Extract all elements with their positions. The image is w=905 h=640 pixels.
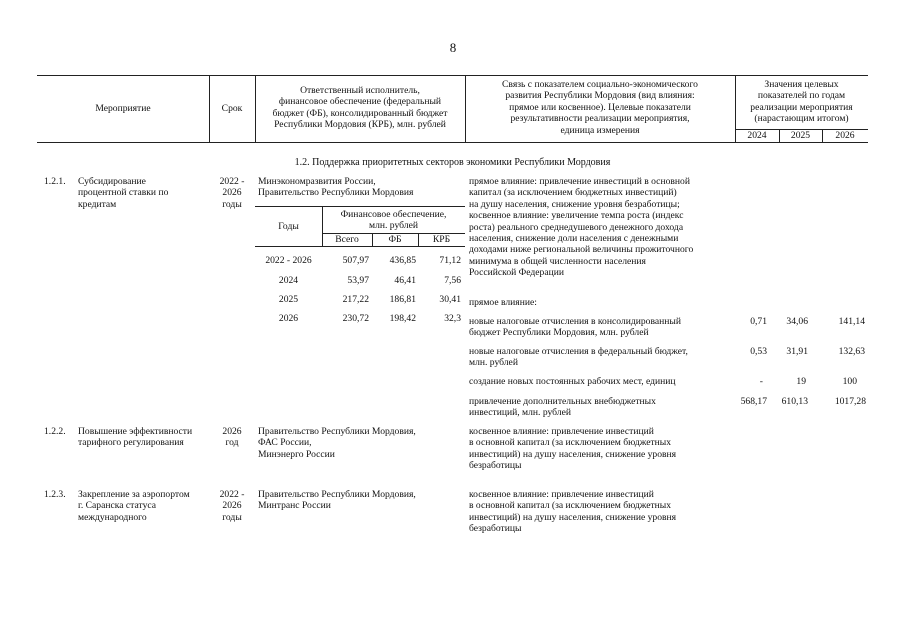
item-link-line: безработицы	[469, 460, 522, 472]
item-link-line: прямое влияние: привлечение инвестиций в основной	[469, 176, 690, 187]
item-number: 1.2.3.	[44, 489, 66, 500]
finance-krb-header: КРБ	[432, 234, 451, 245]
item-responsible-line: Минэкономразвития России,	[258, 176, 376, 187]
header-link-line: развития Республики Мордовия (вид влияния:	[505, 90, 695, 102]
item-responsible	[258, 489, 463, 512]
item-link-line: доходами ниже региональной величины прожиточного	[469, 244, 694, 256]
item-name-line: тарифного регулирования	[78, 437, 184, 449]
item-link-line: минимума в общей численности населения	[469, 255, 646, 267]
indicator-label	[469, 396, 734, 419]
item-link-line: безработицы	[469, 523, 522, 535]
item-responsible-line: Правительство Республики Мордовия,	[258, 426, 416, 437]
item-link-line: косвенное влияние: увеличение темпа роста (индекс	[469, 210, 684, 222]
item-link-line: инвестиций) на душу населения, снижение уровня	[469, 448, 677, 460]
item-name-line: Повышение эффективности	[78, 426, 193, 437]
header-values-line: показателей по годам	[757, 90, 846, 102]
finance-bottom-rule	[255, 246, 465, 247]
indicator-label	[469, 346, 734, 369]
item-term-line: год	[225, 437, 239, 449]
finance-total-header: Всего	[335, 234, 359, 245]
item-name-line: процентной ставки по	[78, 187, 169, 199]
direct-influence-label: прямое влияние:	[469, 297, 537, 308]
finance-years-header: Годы	[278, 221, 299, 232]
item-link-line: инвестиций) на душу населения, снижение уровня	[469, 511, 677, 523]
finance-total: 230,72	[342, 313, 369, 324]
item-name	[78, 489, 213, 523]
finance-header	[322, 209, 465, 232]
finance-fb: 46,41	[394, 275, 416, 286]
indicator-label-line: инвестиций, млн. рублей	[469, 407, 571, 419]
indicator-value-2024: 0,53	[750, 346, 767, 357]
finance-fb: 186,81	[389, 294, 416, 305]
header-link	[465, 79, 735, 136]
item-responsible-line: Минэнерго России	[258, 448, 335, 460]
indicator-value-2025: 610,13	[781, 396, 808, 407]
item-name-line: Субсидирование	[78, 176, 146, 187]
item-responsible-line: Минтранс России	[258, 500, 331, 512]
finance-header-line: млн. рублей	[369, 220, 418, 232]
indicator-label-line: новые налоговые отчисления в консолидированный	[469, 316, 681, 327]
item-responsible	[258, 176, 463, 199]
item-link-text	[469, 489, 734, 535]
item-name-line: кредитам	[78, 198, 117, 210]
item-term-line: 2022 -	[219, 176, 245, 187]
indicator-label-line: млн. рублей	[469, 357, 518, 369]
header-year-2026: 2026	[835, 130, 855, 141]
header-bottom-rule	[37, 142, 868, 143]
finance-krb: 32,3	[444, 313, 461, 324]
indicator-value-2026: 1017,28	[834, 396, 866, 407]
indicator-value-2024: 0,71	[750, 316, 767, 327]
item-term-line: 2026	[222, 426, 242, 437]
header-year-2024: 2024	[747, 130, 767, 141]
finance-total: 217,22	[342, 294, 369, 305]
header-term: Срок	[221, 103, 243, 114]
item-responsible	[258, 426, 463, 460]
finance-krb: 71,12	[439, 255, 461, 266]
indicator-value-2025: 34,06	[786, 316, 808, 327]
item-link-line: косвенное влияние: привлечение инвестиций	[469, 489, 654, 500]
item-number: 1.2.2.	[44, 426, 66, 437]
item-link-line: роста) реального среднедушевого денежного дохода	[469, 221, 684, 233]
header-link-line: прямое или косвенное). Целевые показатели	[509, 101, 691, 113]
section-title: 1.2. Поддержка приоритетных секторов экономики Республики Мордовия	[294, 157, 611, 168]
header-values-line: Значения целевых	[764, 79, 839, 90]
finance-year: 2025	[278, 294, 299, 305]
item-link-line: капитал (за исключением бюджетных инвестиций)	[469, 187, 677, 199]
item-link-line: в основной капитал (за исключением бюджетных	[469, 437, 672, 449]
item-term-line: 2026	[222, 187, 242, 199]
indicator-value-2024: -	[759, 376, 763, 387]
header-link-line: результативности реализации мероприятия,	[510, 113, 690, 125]
indicator-value-2026: 132,63	[838, 346, 865, 357]
item-name-line: международного	[78, 511, 147, 523]
item-link-line: косвенное влияние: привлечение инвестиций	[469, 426, 654, 437]
header-measure: Мероприятие	[95, 103, 151, 114]
item-responsible-line: Правительство Республики Мордовия	[258, 187, 414, 199]
item-term	[210, 176, 254, 210]
finance-top-rule	[255, 206, 465, 207]
item-name-line: г. Саранска статуса	[78, 500, 156, 512]
header-link-line: Связь с показателем социально-экономического	[502, 79, 698, 90]
indicator-value-2024: 568,17	[740, 396, 767, 407]
indicator-label	[469, 316, 734, 339]
header-values	[735, 79, 868, 125]
header-responsible	[255, 85, 465, 131]
indicator-value-2026: 141,14	[838, 316, 865, 327]
indicator-label	[469, 376, 734, 387]
item-name-line: Закрепление за аэропортом	[78, 489, 190, 500]
header-responsible-line: финансовое обеспечение (федеральный	[278, 96, 442, 108]
item-link-line: Российской Федерации	[469, 267, 564, 279]
item-number: 1.2.1.	[44, 176, 66, 187]
finance-year: 2022 - 2026	[265, 255, 312, 266]
indicator-value-2025: 19	[796, 376, 806, 387]
item-name	[78, 426, 213, 449]
item-term	[210, 426, 254, 449]
finance-krb: 30,41	[439, 294, 461, 305]
item-responsible-line: Правительство Республики Мордовия,	[258, 489, 416, 500]
item-link-line: в основной капитал (за исключением бюджетных	[469, 500, 672, 512]
indicator-label-line: создание новых постоянных рабочих мест, единиц	[469, 376, 676, 387]
finance-total: 507,97	[342, 255, 369, 266]
page-number: 8	[449, 40, 457, 55]
item-link-text	[469, 176, 734, 279]
header-values-line: реализации мероприятия	[750, 101, 853, 113]
header-responsible-line: Ответственный исполнитель,	[300, 85, 420, 96]
item-term	[210, 489, 254, 523]
item-term-line: 2026	[222, 500, 242, 512]
item-responsible-line: ФАС России,	[258, 437, 312, 449]
indicator-label-line: привлечение дополнительных внебюджетных	[469, 396, 656, 407]
finance-year: 2026	[278, 313, 299, 324]
finance-fb: 198,42	[389, 313, 416, 324]
item-term-line: 2022 -	[219, 489, 245, 500]
item-name	[78, 176, 208, 210]
header-year-2025: 2025	[790, 130, 811, 141]
indicator-value-2026: 100	[842, 376, 857, 387]
finance-total: 53,97	[347, 275, 369, 286]
item-link-line: на душу населения, снижение уровня безработицы;	[469, 198, 680, 210]
header-responsible-line: бюджет (ФБ), консолидированный бюджет	[272, 107, 448, 119]
header-top-rule	[37, 75, 868, 76]
indicator-value-2025: 31,91	[786, 346, 808, 357]
item-link-line: населения, снижение доли населения с денежными	[469, 233, 679, 245]
indicator-label-line: бюджет Республики Мордовия, млн. рублей	[469, 327, 649, 339]
finance-fb-header: ФБ	[388, 234, 402, 245]
item-term-line: годы	[222, 198, 242, 210]
header-link-line: единица измерения	[560, 124, 640, 136]
finance-header-line: Финансовое обеспечение,	[340, 209, 447, 220]
indicator-label-line: новые налоговые отчисления в федеральный бюджет,	[469, 346, 688, 357]
finance-year: 2024	[278, 275, 299, 286]
header-values-line: (нарастающим итогом)	[754, 113, 849, 125]
finance-krb: 7,56	[444, 275, 461, 286]
header-responsible-line: Республики Мордовия (КРБ), млн. рублей	[274, 119, 446, 131]
item-link-text	[469, 426, 734, 472]
item-term-line: годы	[222, 511, 242, 523]
finance-fb: 436,85	[389, 255, 416, 266]
